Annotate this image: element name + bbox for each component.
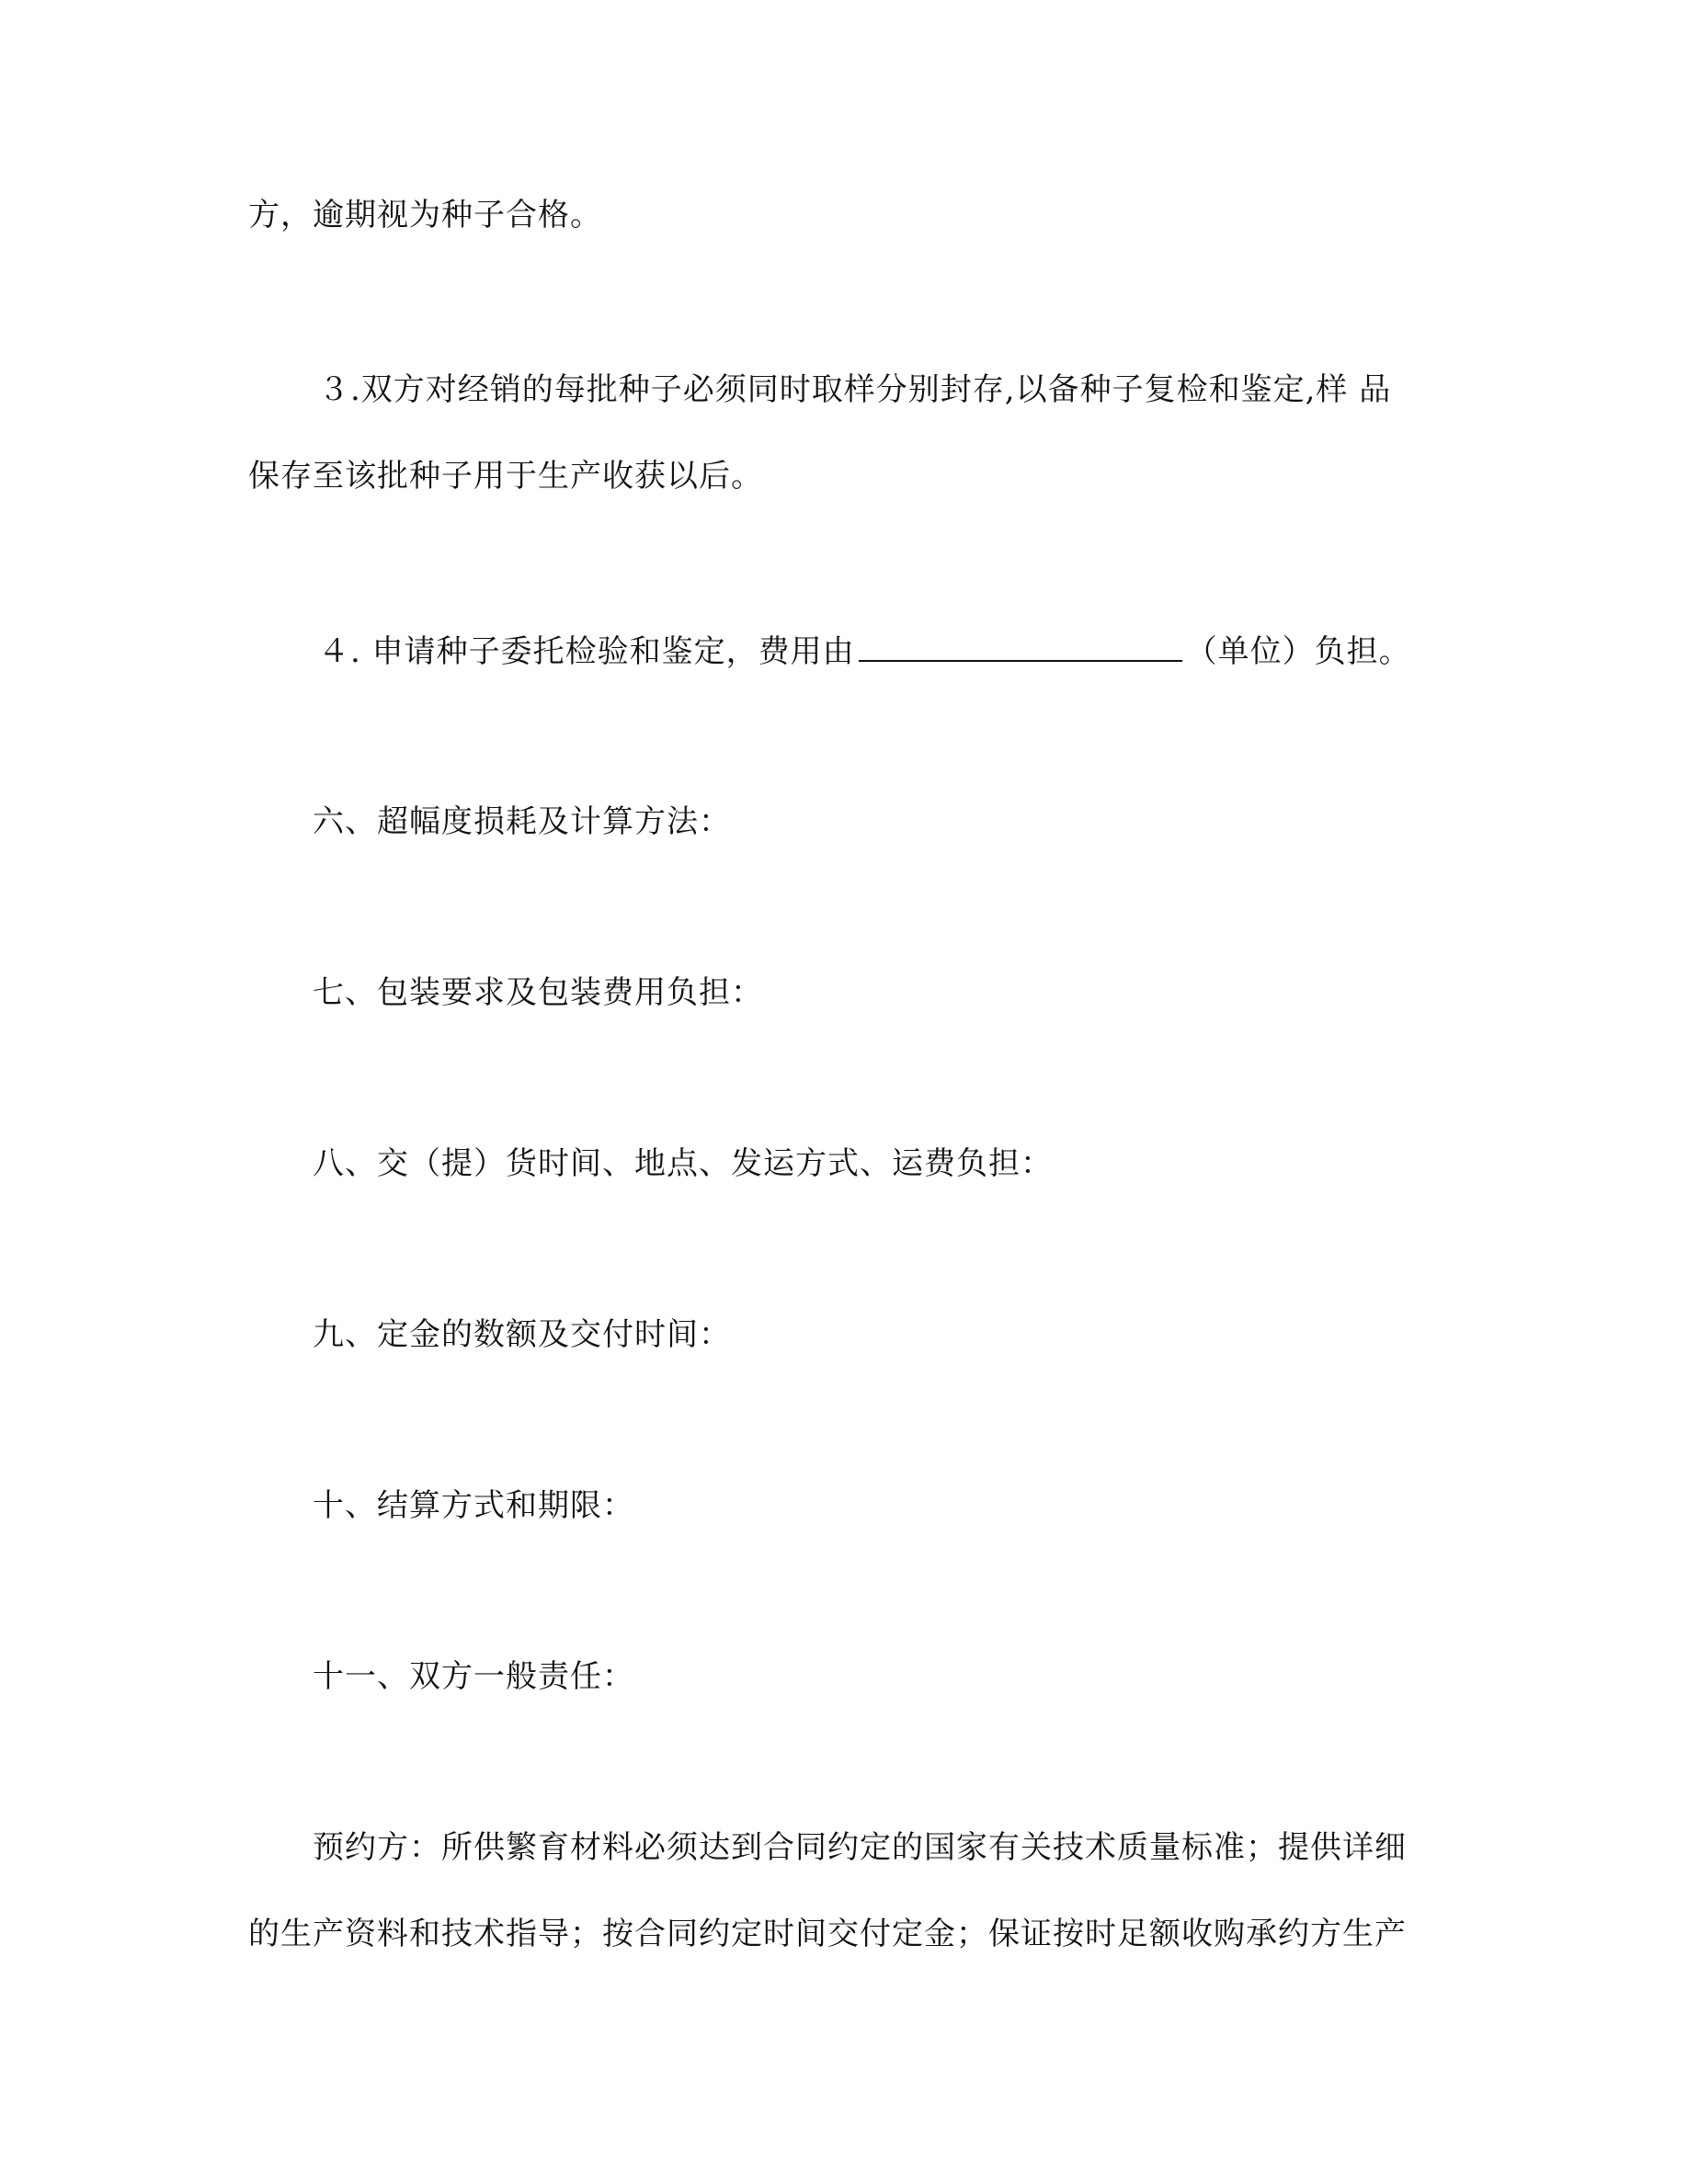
clause-3-line-1: ３.双方对经销的每批种子必须同时取样分别封存,以备种子复检和鉴定,样 品 [318,371,1392,408]
clause-4-text-after: （单位）负担。 [1185,633,1411,670]
section-8-heading: 八、交（提）货时间、地点、发运方式、运费负担： [313,1145,1053,1182]
clause-3-line-2: 保存至该批种子用于生产收获以后。 [248,458,763,495]
section-6-heading: 六、超幅度损耗及计算方法： [313,803,731,840]
paragraph-continuation: 方，逾期视为种子合格。 [248,197,602,233]
section-7-heading: 七、包装要求及包装费用负担： [313,974,763,1011]
responsibility-line-1: 预约方：所供繁育材料必须达到合同约定的国家有关技术质量标准；提供详细 [313,1829,1407,1866]
clause-4 [318,627,1411,674]
clause-4-text-before: ４. 申请种子委托检验和鉴定，费用由 [318,633,855,670]
section-9-heading: 九、定金的数额及交付时间： [313,1316,731,1353]
responsibility-line-2: 的生产资料和技术指导；按合同约定时间交付定金；保证按时足额收购承约方生产 [248,1916,1407,1952]
section-11-heading: 十一、双方一般责任： [313,1658,634,1695]
fill-in-blank[interactable] [859,627,1182,662]
section-10-heading: 十、结算方式和期限： [313,1487,634,1524]
